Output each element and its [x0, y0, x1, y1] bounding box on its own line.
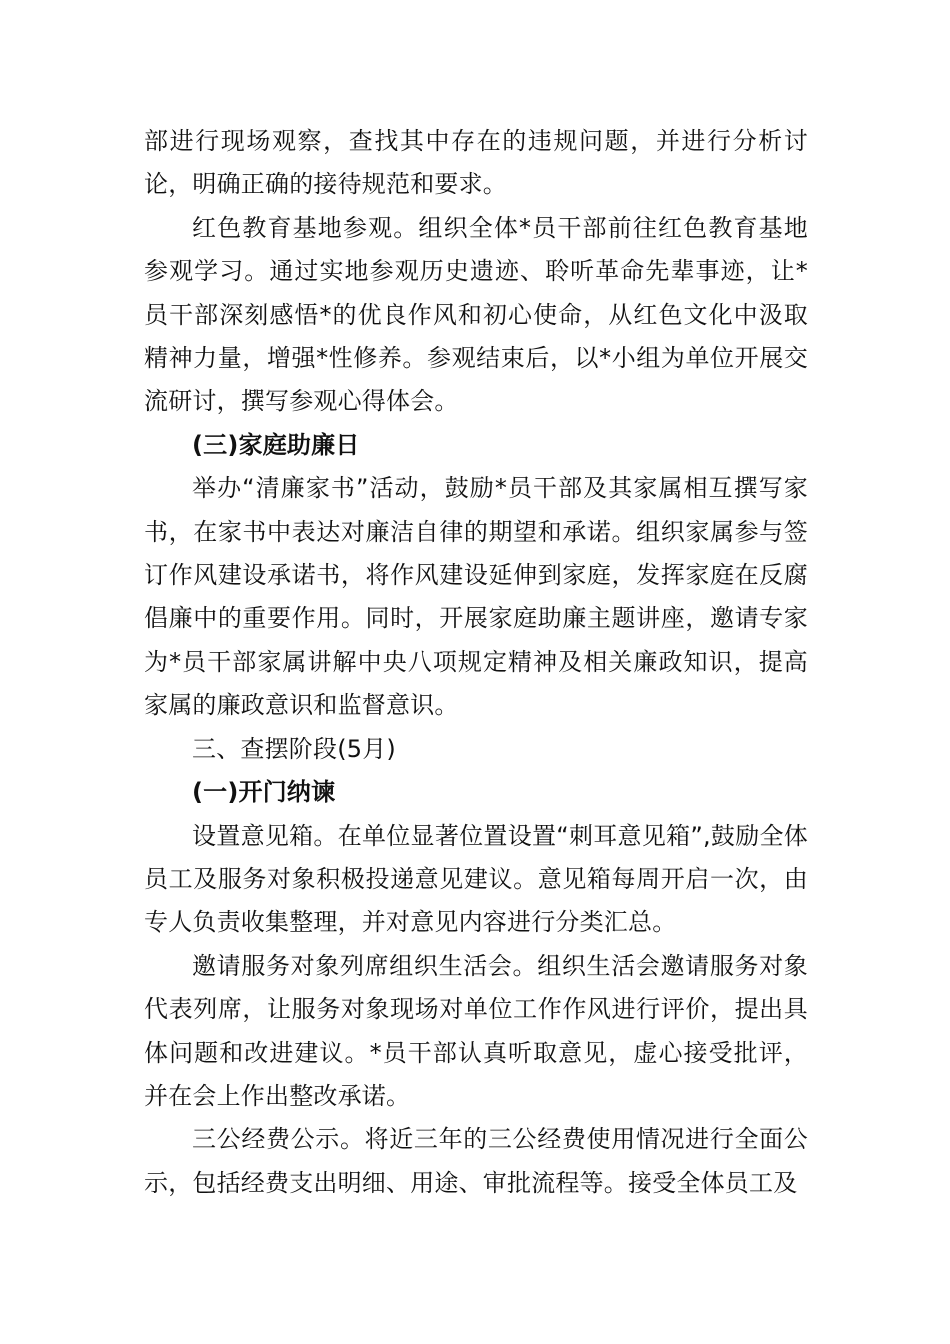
paragraph-family-letters: 举办“清廉家书”活动，鼓励*员干部及其家属相互撰写家书，在家书中表达对廉洁自律的期望和承诺。组织家属参与签订作风建设承诺书，将作风建设延伸到家庭，发挥家庭在反腐倡廉中的重要作用。同时，开展家庭助廉主题讲座，邀请专家为*员干部家属讲解中央八项规定精神及相关廉政知识，提高家属的廉政意识和监督意识。	[144, 474, 808, 720]
paragraph-continuation: 部进行现场观察，查找其中存在的违规问题，并进行分析讨论，明确正确的接待规范和要求。	[144, 127, 808, 199]
paragraph-three-public-expenses: 三公经费公示。将近三年的三公经费使用情况进行全面公示，包括经费支出明细、用途、审批流程等。接受全体员工及	[144, 1125, 808, 1197]
paragraph-invite-service-objects: 邀请服务对象列席组织生活会。组织生活会邀请服务对象代表列席，让服务对象现场对单位工作作风进行评价，提出具体问题和改进建议。*员干部认真听取意见，虚心接受批评，并在会上作出整改承诺。	[144, 951, 808, 1110]
section-heading-family-integrity-day: (三)家庭助廉日	[192, 430, 360, 459]
paragraph-suggestion-box: 设置意见箱。在单位显著位置设置“刺耳意见箱”,鼓励全体员工及服务对象积极投递意见建议。意见箱每周开启一次，由专人负责收集整理，并对意见内容进行分类汇总。	[144, 821, 808, 937]
document-body	[144, 120, 808, 1205]
section-heading-review-stage: 三、查摆阶段(5月)	[192, 734, 396, 763]
paragraph-red-education-visit: 红色教育基地参观。组织全体*员干部前往红色教育基地参观学习。通过实地参观历史遗迹、聆听革命先辈事迹，让*员干部深刻感悟*的优良作风和初心使命，从红色文化中汲取精神力量，增强*性修养。参观结束后，以*小组为单位开展交流研讨，撰写参观心得体会。	[144, 213, 808, 416]
section-heading-open-door-advice: (一)开门纳谏	[192, 778, 336, 807]
